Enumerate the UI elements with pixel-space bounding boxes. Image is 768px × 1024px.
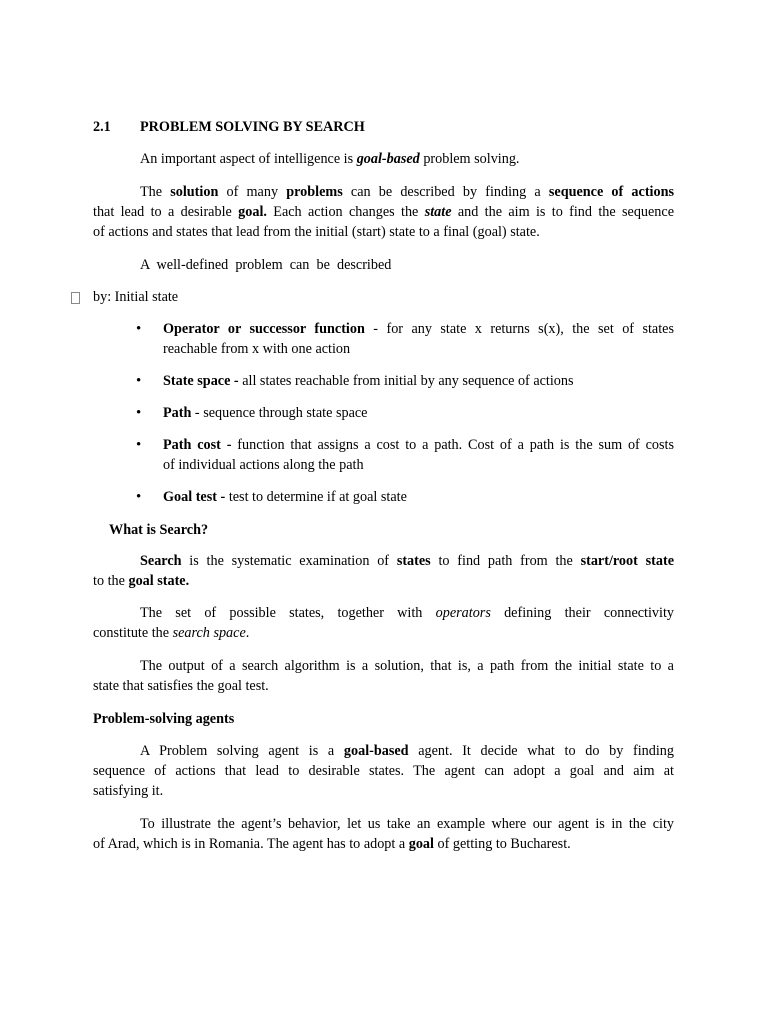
- section-number: 2.1: [93, 119, 111, 135]
- bullet-icon: •: [136, 437, 142, 453]
- bullet-operator-cont: reachable from x with one action: [163, 341, 351, 357]
- initial-state-text: by: Initial state: [93, 289, 179, 305]
- bullet-icon: •: [136, 405, 142, 421]
- set-para-line-1: The set of possible states, together with operators defining their connectivity: [140, 605, 674, 621]
- agents-heading: Problem-solving agents: [93, 711, 235, 727]
- what-is-search-heading: What is Search?: [109, 522, 209, 538]
- search-para-line-1: Search is the systematic examination of states to find path from the start/root state: [140, 553, 674, 569]
- p1-line-2: that lead to a desirable goal. Each action changes the state and the aim is to find the sequence: [93, 204, 674, 220]
- section-title: PROBLEM SOLVING BY SEARCH: [140, 119, 365, 135]
- output-para-line-2: state that satisfies the goal test.: [93, 678, 269, 694]
- bullet-goal-test: Goal test - test to determine if at goal state: [163, 489, 407, 505]
- bullet-icon: •: [136, 321, 142, 337]
- agent-para-line-2: sequence of actions that lead to desirable states. The agent can adopt a goal and aim at: [93, 763, 674, 779]
- placeholder-box-icon: [71, 292, 80, 304]
- output-para-line-1: The output of a search algorithm is a solution, that is, a path from the initial state to a: [140, 658, 674, 674]
- search-para-line-2: to the goal state.: [93, 573, 190, 589]
- bullet-state-space: State space - all states reachable from initial by any sequence of actions: [163, 373, 574, 389]
- bullet-path-cost-cont: of individual actions along the path: [163, 457, 364, 473]
- set-para-line-2: constitute the search space.: [93, 625, 250, 641]
- p1-line-1: The solution of many problems can be described by finding a sequence of actions: [140, 184, 674, 200]
- intro-paragraph: An important aspect of intelligence is goal-based problem solving.: [140, 151, 520, 167]
- bullet-path: Path - sequence through state space: [163, 405, 368, 421]
- bullet-operator: Operator or successor function - for any state x returns s(x), the set of states: [163, 321, 674, 337]
- bullet-icon: •: [136, 489, 142, 505]
- agent-para-line-3: satisfying it.: [93, 783, 164, 799]
- agent-para-line-1: A Problem solving agent is a goal-based agent. It decide what to do by finding: [140, 743, 674, 759]
- bullet-icon: •: [136, 373, 142, 389]
- welldef-text: A well-defined problem can be described: [140, 257, 392, 273]
- illus-para-line-1: To illustrate the agent’s behavior, let us take an example where our agent is in the city: [140, 816, 674, 832]
- bullet-path-cost: Path cost - function that assigns a cost to a path. Cost of a path is the sum of costs: [163, 437, 674, 453]
- illus-para-line-2: of Arad, which is in Romania. The agent has to adopt a goal of getting to Bucharest.: [93, 836, 571, 852]
- p1-line-3: of actions and states that lead from the initial (start) state to a final (goal) state.: [93, 224, 540, 240]
